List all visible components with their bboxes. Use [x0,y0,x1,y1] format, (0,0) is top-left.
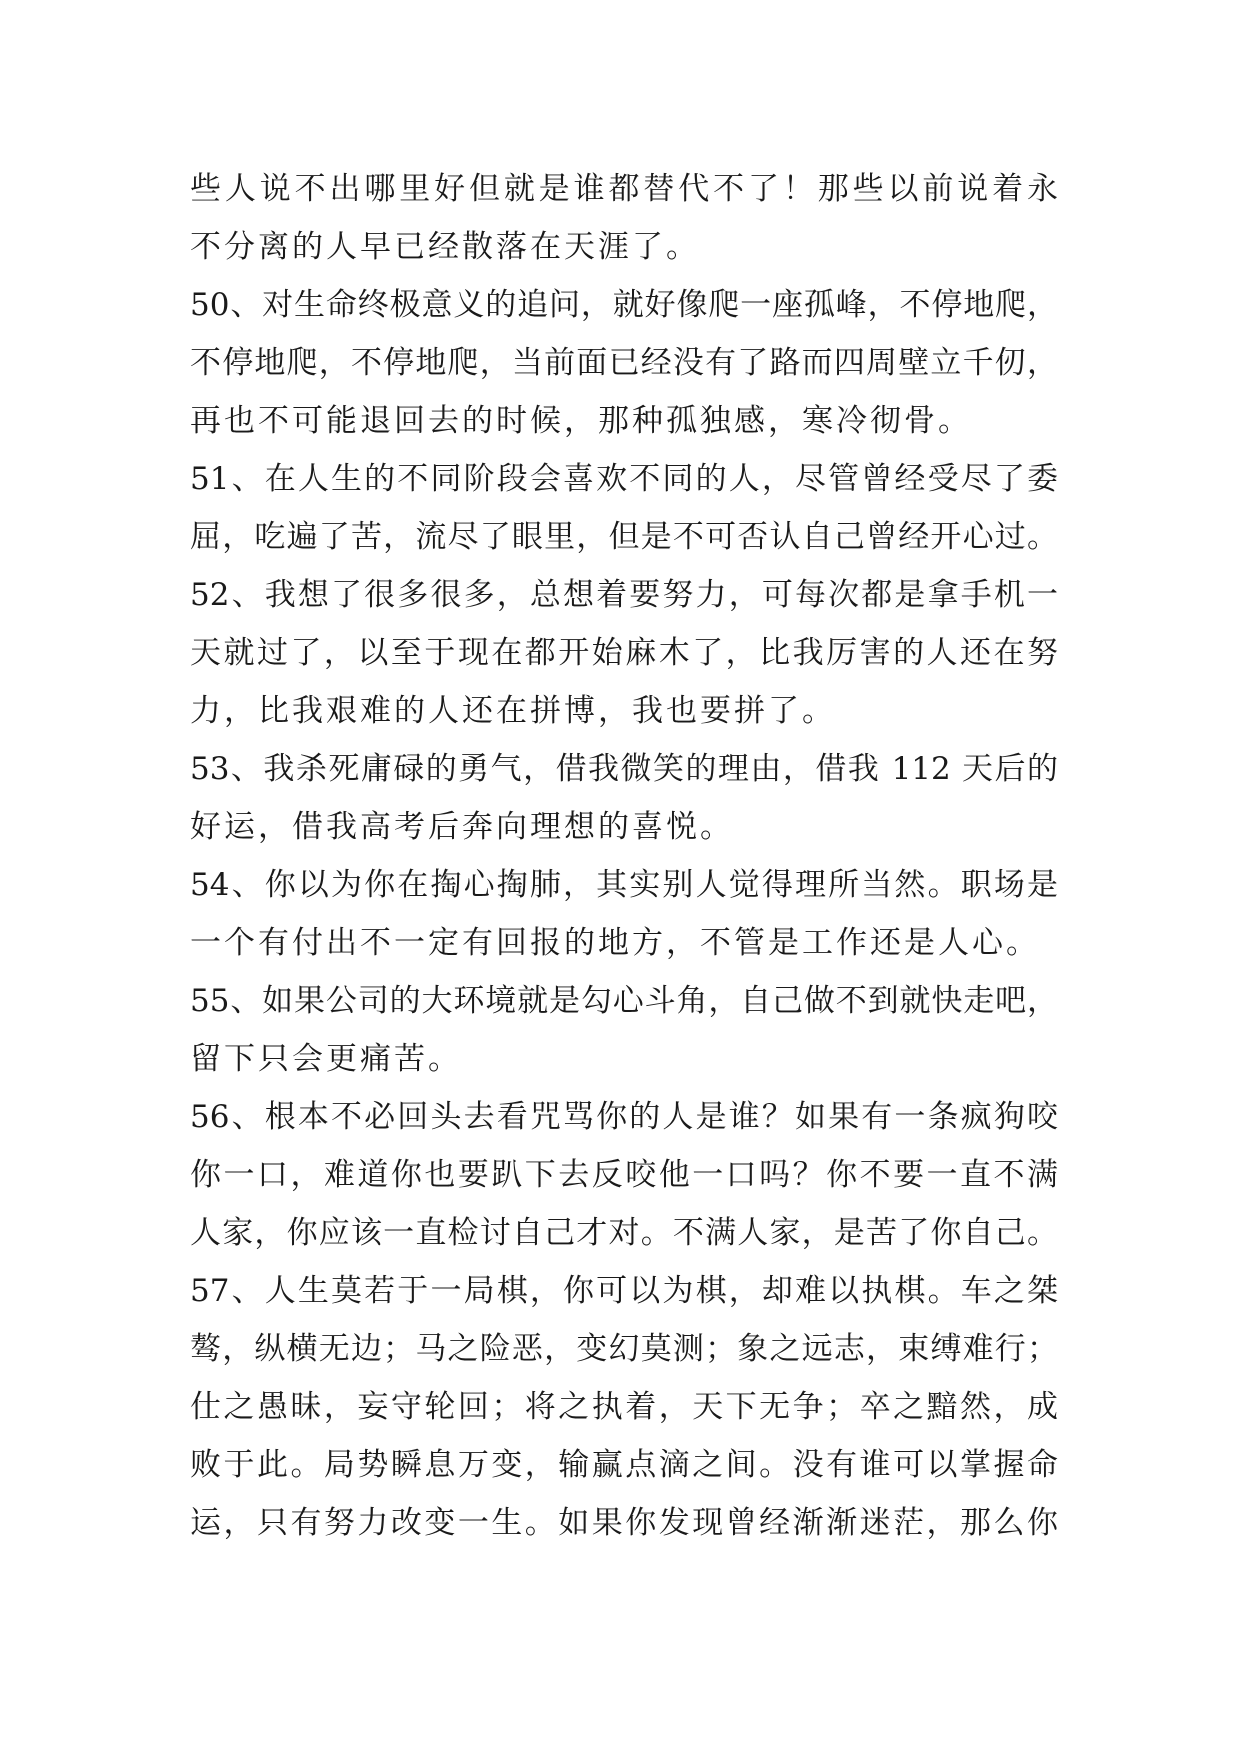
text-line: 力，比我艰难的人还在拼博，我也要拼了。 [190,693,836,729]
text-line: 些人说不出哪里好但就是谁都替代不了！那些以前说着永 [190,171,1058,207]
text-line: 57、人生莫若于一局棋，你可以为棋，却难以执棋。车之桀 [190,1273,1058,1309]
text-line: 不停地爬，不停地爬，当前面已经没有了路而四周壁立千仞， [190,345,1058,381]
text-line: 好运，借我高考后奔向理想的喜悦。 [190,809,734,845]
text-line: 一个有付出不一定有回报的地方，不管是工作还是人心。 [190,925,1040,961]
text-line: 天就过了，以至于现在都开始麻木了，比我厉害的人还在努 [190,635,1058,671]
text-line: 再也不可能退回去的时候，那种孤独感，寒冷彻骨。 [190,403,972,439]
text-line: 56、根本不必回头去看咒骂你的人是谁？如果有一条疯狗咬 [190,1099,1058,1135]
text-line: 仕之愚昧，妄守轮回；将之执着，天下无争；卒之黯然，成 [190,1389,1058,1425]
text-line: 屈，吃遍了苦，流尽了眼里，但是不可否认自己曾经开心过。 [190,519,1058,555]
text-line: 你一口，难道你也要趴下去反咬他一口吗？你不要一直不满 [190,1157,1058,1193]
text-line: 55、如果公司的大环境就是勾心斗角，自己做不到就快走吧， [190,983,1058,1019]
text-line: 54、你以为你在掏心掏肺，其实别人觉得理所当然。职场是 [190,867,1058,903]
text-line: 不分离的人早已经散落在天涯了。 [190,229,700,265]
text-line: 败于此。局势瞬息万变，输赢点滴之间。没有谁可以掌握命 [190,1447,1058,1483]
text-line: 运，只有努力改变一生。如果你发现曾经渐渐迷茫，那么你 [190,1505,1058,1541]
text-line: 50、对生命终极意义的追问，就好像爬一座孤峰，不停地爬， [190,287,1058,323]
text-line: 骜，纵横无边；马之险恶，变幻莫测；象之远志，束缚难行； [190,1331,1058,1367]
text-line: 51、在人生的不同阶段会喜欢不同的人，尽管曾经受尽了委 [190,461,1058,497]
text-line: 人家，你应该一直检讨自己才对。不满人家，是苦了你自己。 [190,1215,1058,1251]
text-line: 53、我杀死庸碌的勇气，借我微笑的理由，借我 112 天后的 [190,751,1058,787]
text-line: 留下只会更痛苦。 [190,1041,462,1077]
text-line: 52、我想了很多很多，总想着要努力，可每次都是拿手机一 [190,577,1058,613]
document-body [190,160,1058,1552]
